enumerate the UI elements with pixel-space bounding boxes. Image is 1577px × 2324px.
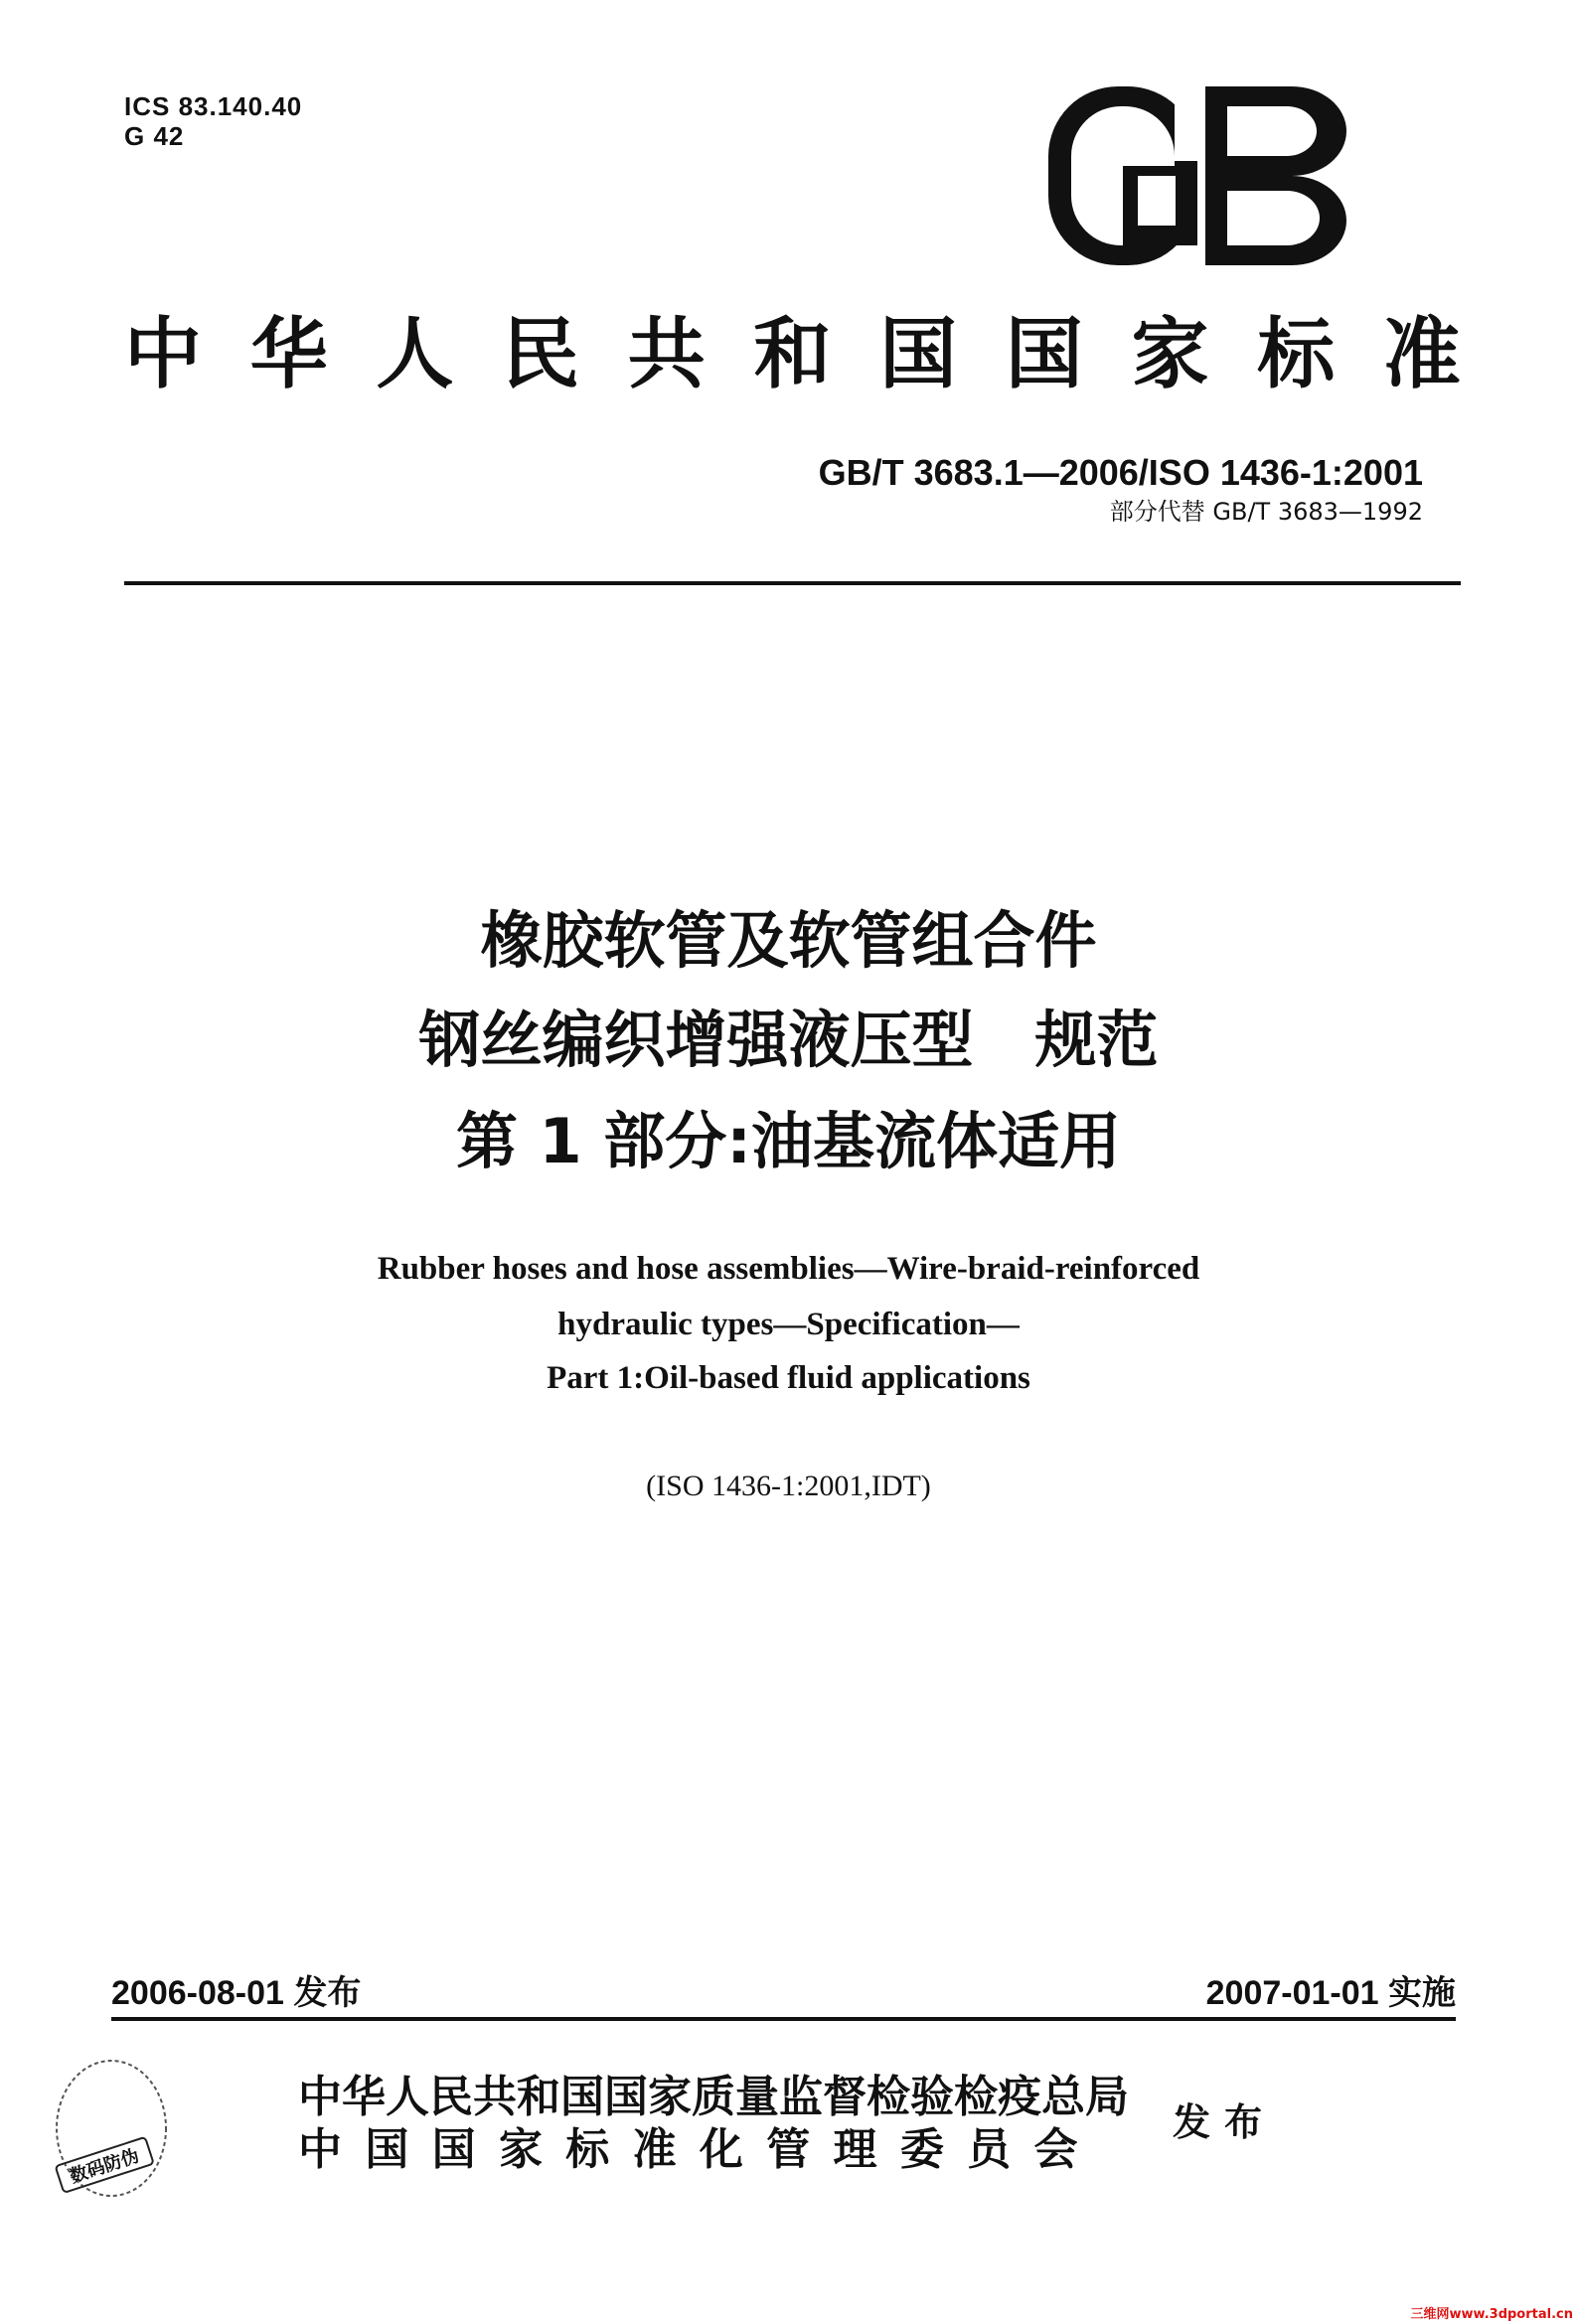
title-char: 民 (502, 309, 580, 399)
footer-divider (111, 2017, 1456, 2021)
title-char: 国 (879, 309, 958, 399)
anti-counterfeit-stamp (40, 2057, 179, 2206)
title-char: 人 (376, 309, 454, 399)
standard-number: GB/T 3683.1—2006/ISO 1436-1:2001 (818, 452, 1423, 493)
issue-date: 2006-08-01 发布 (111, 1974, 362, 2012)
title-en-line-2: hydraulic types—Specification— (557, 1307, 1020, 1342)
gb-logo (1043, 81, 1361, 270)
effective-date: 2007-01-01 实施 (1205, 1974, 1456, 2012)
title-en-line-1: Rubber hoses and hose assemblies—Wire-braid-reinforced (377, 1251, 1200, 1287)
title-zh-line-3: 第 1 部分:油基流体适用 (455, 1105, 1122, 1177)
iso-reference: (ISO 1436-1:2001,IDT) (646, 1470, 931, 1502)
title-char: 共 (627, 309, 706, 399)
classification-codes (124, 91, 302, 151)
issuer-sac: 中 国 国 家 标 准 化 管 理 委 员 会 (298, 2124, 1082, 2175)
title-zh-line-1: 橡胶软管及软管组合件 (480, 904, 1097, 977)
title-char: 华 (249, 309, 328, 399)
national-standard-title (124, 310, 1461, 399)
issuer-aqsiq: 中华人民共和国国家质量监督检验检疫总局 (298, 2072, 1129, 2122)
title-en-line-3: Part 1:Oil-based fluid applications (547, 1360, 1030, 1396)
ccs-code: G 42 (124, 121, 185, 151)
header-divider (124, 581, 1461, 585)
title-char: 和 (753, 309, 832, 399)
title-char: 家 (1131, 309, 1209, 399)
watermark: 三维网www.3dportal.cn (1410, 2307, 1573, 2322)
published-label: 发布 (1173, 2100, 1277, 2144)
replaces-note: 部分代替 GB/T 3683—1992 (1109, 498, 1423, 526)
title-char: 国 (1005, 309, 1083, 399)
title-zh-line-2: 钢丝编织增强液压型 规范 (418, 1004, 1159, 1076)
svg-text:数码防伪: 数码防伪 (67, 2145, 142, 2188)
title-char: 标 (1257, 309, 1336, 399)
title-char: 中 (124, 309, 203, 399)
ics-code: ICS 83.140.40 (124, 91, 303, 121)
title-char: 准 (1382, 309, 1461, 399)
